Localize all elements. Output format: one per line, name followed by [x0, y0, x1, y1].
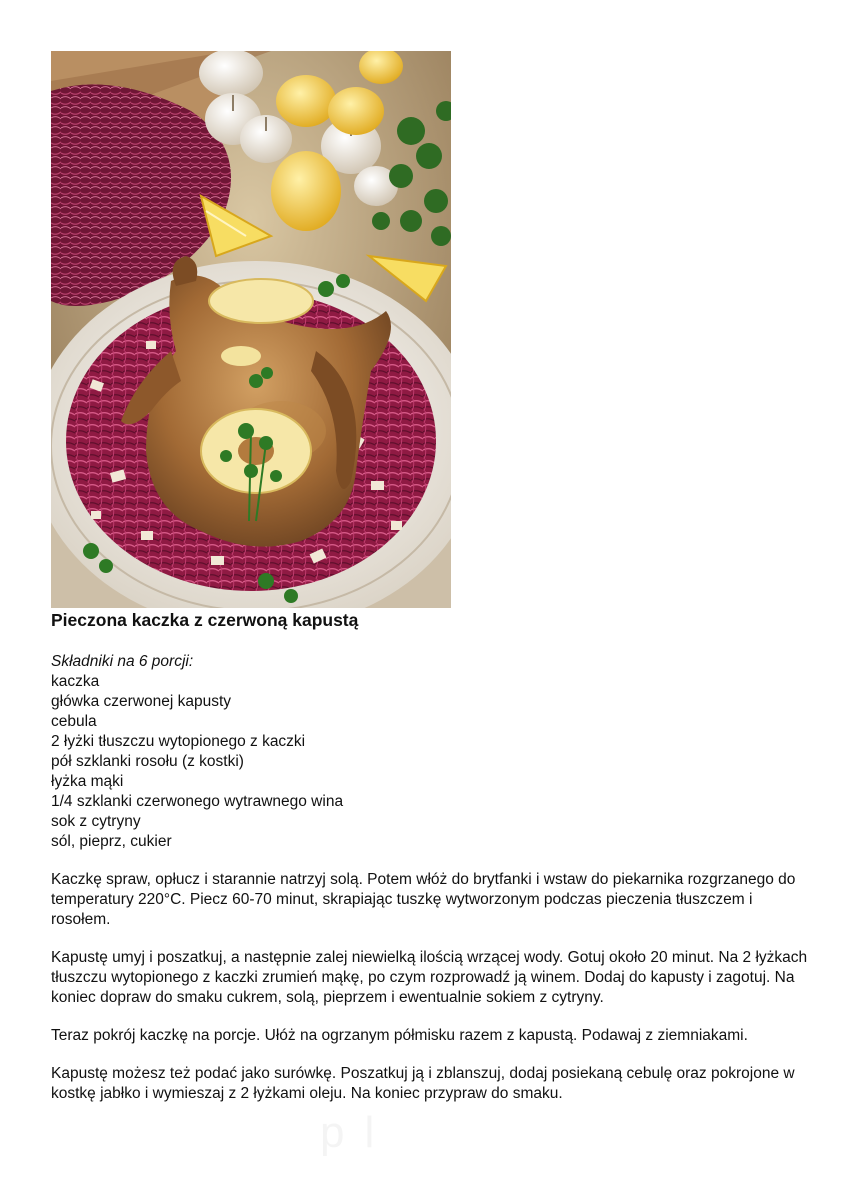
- ingredient-item: kaczka: [51, 673, 100, 690]
- recipe-title: Pieczona kaczka z czerwoną kapustą: [51, 610, 359, 630]
- watermark: pl: [320, 1108, 395, 1157]
- instructions-paragraph: Kapustę umyj i poszatkuj, a następnie zalej niewielką ilością wrzącej wody. Gotuj około 20 minut. Na 2 łyżkach tłuszczu wytopionego z kaczki zrumień mąkę, po czym rozprowadź ją winem. Dodaj do kapusty i zagotuj. Na koniec dopraw do smaku cukrem, solą, pieprzem i ewentualnie sokiem z cytryny.: [51, 949, 808, 1006]
- roast-duck-illustration: [51, 51, 451, 608]
- instructions-paragraph: Kapustę możesz też podać jako surówkę. Poszatkuj ją i zblanszuj, dodaj posiekaną cebulę oraz pokrojone w kostkę jabłko i wymieszaj z 2 łyżkami oleju. Na koniec przypraw do smaku.: [51, 1065, 795, 1102]
- recipe-photo: [51, 51, 451, 608]
- ingredient-item: 2 łyżki tłuszczu wytopionego z kaczki: [51, 733, 306, 750]
- ingredient-item: sok z cytryny: [51, 813, 141, 830]
- instructions-paragraph: Kaczkę spraw, opłucz i starannie natrzyj solą. Potem włóż do brytfanki i wstaw do piekarnika rozgrzanego do temperatury 220°C. Piecz 60-70 minut, skrapiając tuszkę wytworzonym podczas pieczenia tłuszczem i rosołem.: [51, 871, 796, 928]
- recipe-content: [51, 652, 811, 1104]
- ingredients-heading: Składniki na 6 porcji:: [51, 653, 194, 670]
- ingredient-item: główka czerwonej kapusty: [51, 693, 232, 710]
- ingredients-list: [51, 672, 811, 852]
- ingredient-item: sól, pieprz, cukier: [51, 833, 172, 850]
- ingredient-item: łyżka mąki: [51, 773, 124, 790]
- ingredient-item: pół szklanki rosołu (z kostki): [51, 753, 244, 770]
- ingredient-item: 1/4 szklanki czerwonego wytrawnego wina: [51, 793, 344, 810]
- ingredient-item: cebula: [51, 713, 97, 730]
- instructions-paragraph: Teraz pokrój kaczkę na porcje. Ułóż na ogrzanym półmisku razem z kapustą. Podawaj z ziemniakami.: [51, 1027, 748, 1044]
